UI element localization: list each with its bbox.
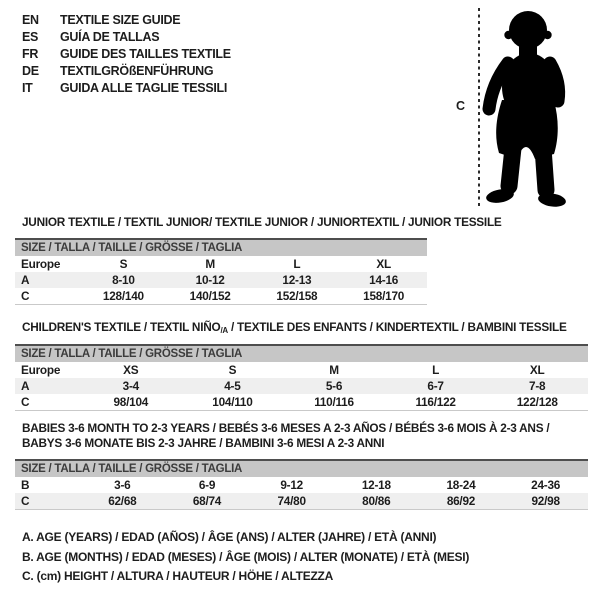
size-cell: L xyxy=(432,363,440,377)
size-cell: 9-12 xyxy=(280,478,303,492)
table-row xyxy=(15,493,588,510)
babies-title-line2: BABYS 3-6 MONATE BIS 2-3 JAHRE / BAMBINI 3-6 MESI A 2-3 ANNI xyxy=(22,436,385,450)
size-cell: 74/80 xyxy=(249,493,334,510)
row-label-cell: B xyxy=(21,478,30,492)
size-cell: 14-16 xyxy=(340,272,427,288)
size-cell: 110/116 xyxy=(314,395,354,409)
table-row xyxy=(15,362,588,378)
language-title: GUÍA DE TALLAS xyxy=(60,29,160,44)
size-cell: 5-6 xyxy=(283,378,385,394)
size-cell: 62/68 xyxy=(80,493,165,510)
table-row xyxy=(15,272,427,288)
table-row xyxy=(15,288,427,305)
children-title-suffix: / TEXTILE DES ENFANTS / KINDERTEXTIL / BAMBINI TESSILE xyxy=(227,320,567,334)
size-cell: 104/110 xyxy=(212,395,253,409)
size-cell: 80/86 xyxy=(334,493,419,510)
size-cell: 152/158 xyxy=(276,289,318,303)
language-row xyxy=(22,28,231,45)
size-cell: XS xyxy=(123,363,139,377)
row-label-cell: A xyxy=(15,272,80,288)
row-label-cell: Europe xyxy=(21,257,61,271)
size-cell: 3-4 xyxy=(80,378,182,394)
table-row xyxy=(15,256,427,272)
babies-section-title xyxy=(22,421,549,451)
row-label-cell: A xyxy=(15,378,80,394)
language-code: EN xyxy=(22,12,39,27)
language-list xyxy=(22,11,231,96)
junior-section-title: JUNIOR TEXTILE / TEXTIL JUNIOR/ TEXTILE JUNIOR / JUNIORTEXTIL / JUNIOR TESSILE xyxy=(22,215,502,229)
size-cell: 92/98 xyxy=(503,493,588,510)
size-cell: 3-6 xyxy=(114,478,131,492)
size-header-strip: SIZE / TALLA / TAILLE / GRÖSSE / TAGLIA xyxy=(15,345,588,362)
size-cell: 6-9 xyxy=(198,478,216,492)
size-cell: 8-10 xyxy=(80,272,167,288)
size-cell: XL xyxy=(376,257,391,271)
language-code: DE xyxy=(22,63,39,78)
size-cell: 98/104 xyxy=(113,395,149,409)
language-code: IT xyxy=(22,80,33,95)
babies-title-line1: BABIES 3-6 MONTH TO 2-3 YEARS / BEBÉS 3-6 MESES A 2-3 AÑOS / BÉBÉS 3-6 MOIS À 2-3 ANS / xyxy=(22,421,550,435)
language-title: GUIDE DES TAILLES TEXTILE xyxy=(60,46,231,61)
row-label-cell: Europe xyxy=(21,363,61,377)
row-label-cell: C xyxy=(15,493,80,510)
language-code: FR xyxy=(22,46,39,61)
babies-size-table xyxy=(15,459,588,510)
table-row xyxy=(15,477,588,493)
size-cell: 116/122 xyxy=(415,395,456,409)
children-size-table xyxy=(15,344,588,411)
baby-silhouette xyxy=(485,11,567,208)
row-label-cell: C xyxy=(21,289,30,303)
footnote-c: C. (cm) HEIGHT / ALTURA / HAUTEUR / HÖHE / ALTEZZA xyxy=(22,569,334,583)
language-title: GUIDA ALLE TAGLIE TESSILI xyxy=(60,80,228,95)
size-cell: XL xyxy=(529,363,545,377)
size-cell: 122/128 xyxy=(516,395,558,409)
size-cell: 24-36 xyxy=(531,478,561,492)
footnote-b: B. AGE (MONTHS) / EDAD (MESES) / ÂGE (MOIS) / ALTER (MONATE) / ETÀ (MESI) xyxy=(22,549,470,564)
size-cell: 6-7 xyxy=(385,378,487,394)
table-row xyxy=(15,394,588,411)
language-row xyxy=(22,45,231,62)
size-cell: 158/170 xyxy=(363,289,405,303)
size-cell: 10-12 xyxy=(167,272,254,288)
footnote-a: A. AGE (YEARS) / EDAD (AÑOS) / ÂGE (ANS) / ALTER (JAHRE) / ETÀ (ANNI) xyxy=(22,530,437,544)
size-cell: S xyxy=(228,363,237,377)
size-header-strip: SIZE / TALLA / TAILLE / GRÖSSE / TAGLIA xyxy=(15,239,427,256)
language-title: TEXTILE SIZE GUIDE xyxy=(60,12,181,27)
size-cell: 128/140 xyxy=(102,289,144,303)
language-title: TEXTILGRÖßENFÜHRUNG xyxy=(60,63,214,78)
size-header-strip: SIZE / TALLA / TAILLE / GRÖSSE / TAGLIA xyxy=(15,460,588,477)
size-cell: 12-13 xyxy=(254,272,341,288)
language-code: ES xyxy=(22,29,39,44)
size-cell: M xyxy=(329,363,339,377)
language-row xyxy=(22,11,231,28)
size-cell: L xyxy=(293,257,301,271)
size-cell: 7-8 xyxy=(486,378,588,394)
height-label: C xyxy=(456,99,466,113)
size-cell: 18-24 xyxy=(446,478,476,492)
size-cell: 68/74 xyxy=(165,493,250,510)
size-cell: 86/92 xyxy=(419,493,504,510)
children-title-subscript: /A xyxy=(220,326,228,335)
footnote-list xyxy=(22,530,469,589)
junior-size-table xyxy=(15,238,427,305)
row-label-cell: C xyxy=(21,395,30,409)
size-cell: 140/152 xyxy=(189,289,231,303)
size-cell: M xyxy=(205,257,215,271)
size-cell: 12-18 xyxy=(361,478,391,492)
table-row xyxy=(15,378,588,394)
language-row xyxy=(22,79,231,96)
size-cell: S xyxy=(119,257,128,271)
language-row xyxy=(22,62,231,79)
size-cell: 4-5 xyxy=(182,378,284,394)
children-section-title xyxy=(22,320,567,338)
children-title-prefix: CHILDREN'S TEXTILE / TEXTIL NIÑO xyxy=(22,320,221,334)
